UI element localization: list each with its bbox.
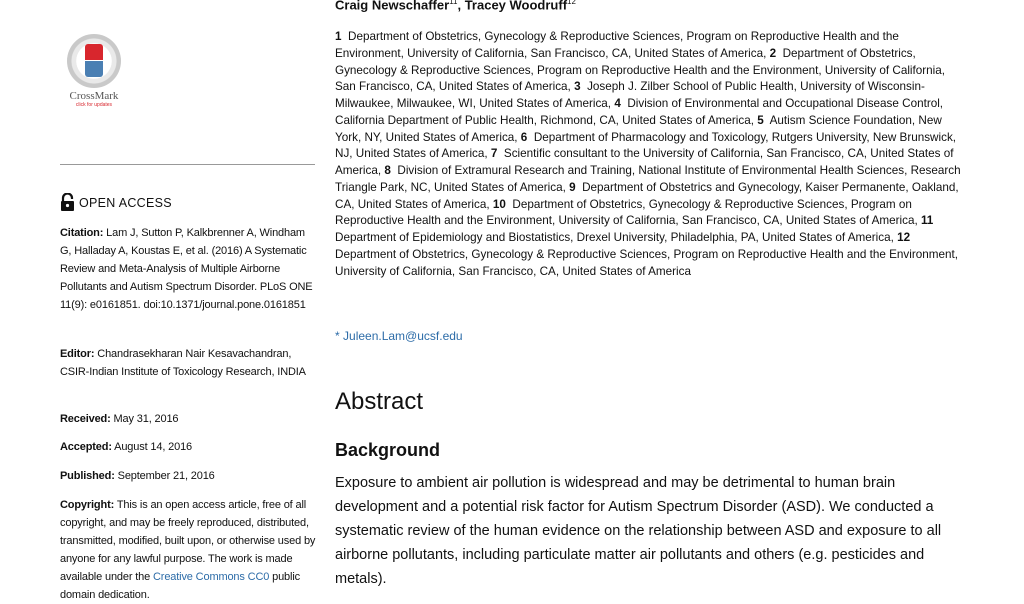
affiliation-number: 7 [490,147,498,161]
crossmark-icon [67,34,121,88]
author-separator: , [457,0,465,13]
affiliation-text: Department of Obstetrics and Gynecology, Kaiser Permanente, Oakland, CA, United States of America, [335,180,959,211]
open-access-label: OPEN ACCESS [79,195,172,210]
affiliation-text: Department of Obstetrics, Gynecology & Reproductive Sciences, Program on Reproductive Health and the Environment, University of California, San Francisco, CA, United States of America, [335,30,899,60]
editor-block [60,345,318,381]
affiliation-text: Department of Obstetrics, Gynecology & Reproductive Sciences, Program on Reproductive Health and the Environment, University of California, San Francisco, CA, United States of America, [335,197,918,228]
background-text: Exposure to ambient air pollution is widespread and may be detrimental to human brain development and a potential risk factor for Autism Spectrum Disorder (ASD). We conducted a systematic review of the human evidence on the relationship between ASD and exposure to all airborne pollutants, including particulate matter air pollutants and others (e.g. pesticides and metals). [335,475,942,587]
affiliation-number: 4 [614,97,621,110]
affiliation-text: Division of Environmental and Occupational Disease Control, California Department of Public Health, Richmond, CA, United States of America, [335,97,944,127]
crossmark-badge[interactable] [58,34,130,108]
affiliations-list [335,29,967,280]
affiliation-number: 3 [574,80,581,94]
affiliation-text: Department of Obstetrics, Gynecology & Reproductive Sciences, Program on Reproductive Health and the Environment, University of California, San Francisco, CA, United States of America [335,247,958,278]
affiliation-number: 11 [920,214,934,228]
affiliation-number: 2 [769,46,777,60]
author-name: Craig Newschaffer [335,0,450,13]
correspondence-star: * [335,329,340,343]
affiliation-number: 8 [384,164,391,177]
copyright-block [60,496,318,604]
author-name: Tracey Woodruff [464,0,568,13]
affiliation-text: Department of Epidemiology and Biostatistics, Drexel University, Philadelphia, PA, United States of America, [335,231,894,244]
editor-text: Chandrasekharan Nair Kesavachandran, CSIR-Indian Institute of Toxicology Research, INDIA [60,348,306,378]
open-access-badge [60,193,172,212]
received-label: Received: [60,413,111,425]
accepted-date: August 14, 2016 [114,441,193,453]
accepted-label: Accepted: [60,441,112,453]
affiliation-number: 12 [897,231,911,244]
affiliation-number: 6 [520,130,528,144]
copyright-text: This is an open access article, free of all copyright, and may be freely reproduced, distributed, transmitted, modified, built upon, or otherwise used by anyone for any lawful purpose. The work is made available under the [60,499,316,583]
copyright-label: Copyright: [60,499,115,511]
affiliation-number: 5 [757,113,764,127]
crossmark-label: CrossMark [69,90,119,102]
accepted-block [60,438,318,456]
background-heading: Background [335,440,441,460]
abstract-heading: Abstract [335,388,424,415]
sidebar-divider [60,164,315,165]
author-line [335,0,975,12]
published-block [60,467,318,485]
affiliation-number: 9 [569,180,576,194]
editor-label: Editor: [60,348,95,360]
affiliation-text: Division of Extramural Research and Training, National Institute of Environmental Health Sciences, Research Triangle Park, NC, United States of America, [335,164,961,194]
affiliation-text: Autism Science Foundation, New York, NY, United States of America, [335,113,942,144]
copyright-tail: public domain dedication. [60,571,300,601]
affiliation-text: Department of Obstetrics, Gynecology & Reproductive Sciences, Program on Reproductive Health and the Environment, University of California, San Francisco, CA, United States of America, [335,46,945,94]
affiliation-number: 1 [335,30,342,43]
affiliation-text: Joseph J. Zilber School of Public Health, University of Wisconsin-Milwaukee, Milwaukee, WI, United States of America, [335,80,925,110]
author-affiliation-sup: 11 [449,0,458,6]
received-date: May 31, 2016 [113,413,179,425]
citation-label: Citation: [60,227,104,239]
cc0-license-link[interactable]: Creative Commons CC0 [153,571,270,583]
published-date: September 21, 2016 [117,470,215,482]
affiliation-number: 10 [492,197,506,211]
email-link[interactable]: Juleen.Lam@ucsf.edu [343,329,463,343]
crossmark-sublabel: click for updates [75,102,113,108]
open-lock-icon [60,193,75,212]
author-affiliation-sup: 12 [567,0,576,6]
correspondence [335,329,463,343]
citation-block [60,224,318,314]
affiliation-text: Scientific consultant to the University of California, San Francisco, CA, United States of America, [335,147,954,177]
received-block [60,410,318,428]
published-label: Published: [60,470,115,482]
citation-text: Lam J, Sutton P, Kalkbrenner A, Windham G, Halladay A, Koustas E, et al. (2016) A Systematic Review and Meta-Analysis of Multiple Airborne Pollutants and Autism Spectrum Disorder. PLoS ONE 11(9): e0161851. doi:10.1371/journal.pone.0161851 [60,227,313,311]
affiliation-text: Department of Pharmacology and Toxicology, Rutgers University, New Brunswick, NJ, United States of America, [335,130,957,161]
